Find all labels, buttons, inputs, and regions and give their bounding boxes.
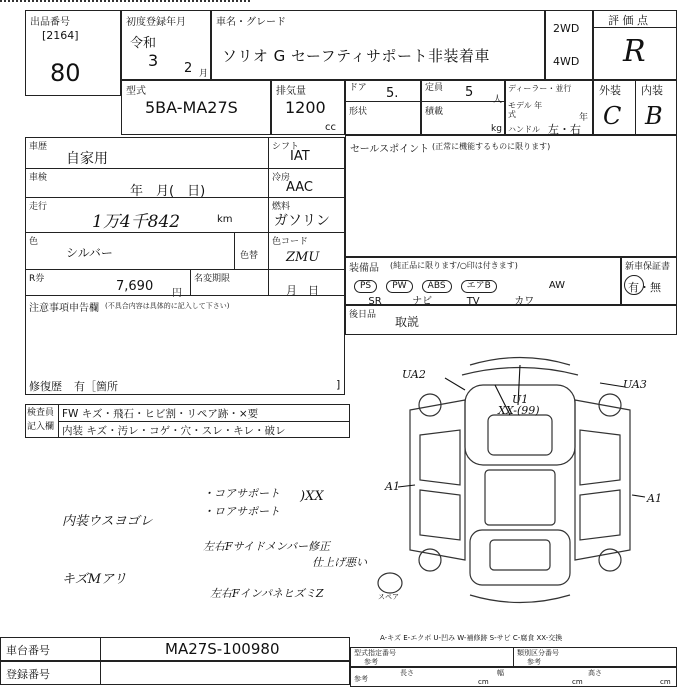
notes-label: 注意事項申告欄 [29, 303, 99, 314]
top-noise [0, 0, 250, 7]
inspector-hline [58, 421, 350, 422]
lot-number: 80 [50, 59, 81, 87]
shift-label: シフト [272, 142, 300, 152]
load-label: 積載 [425, 107, 444, 117]
equip-abs: ABS [422, 280, 452, 293]
marker-ua3: UA3 [623, 378, 647, 391]
warranty-circle [624, 275, 644, 295]
year: 3 [148, 51, 159, 70]
model-name: ソリオ G セーフティサポート非装着車 [222, 47, 490, 65]
type-designation-ref: 参考 [364, 658, 378, 666]
capacity-unit: 人 [493, 95, 503, 105]
ext-grade: C [603, 102, 622, 130]
length-unit: cm [478, 678, 489, 686]
manual-value: 取説 [395, 315, 420, 329]
mileage-value: 1万4千842 [92, 212, 181, 232]
manual-label: 後日品 [349, 310, 377, 320]
height-label: 高さ [588, 669, 602, 677]
load-unit: kg [491, 124, 502, 134]
recolor-vline [234, 232, 235, 269]
color-value: シルバー [66, 246, 113, 260]
model-year-label: モデル 年式 [508, 101, 543, 119]
sales-point-label: セールスポイント [350, 144, 430, 155]
reg-box [0, 661, 350, 685]
row-line-4 [25, 269, 345, 270]
type-designation-label: 型式指定番号 [354, 649, 396, 657]
note-instrument: 左右FインパネヒズミZ [210, 587, 324, 600]
ext-label: 外装 [599, 84, 621, 97]
int-grade: B [645, 102, 663, 130]
recycle-value: 7,690 [116, 279, 154, 294]
row-line-1 [25, 168, 345, 169]
lot-label: 出品番号 [30, 17, 70, 28]
equip-pw: PW [386, 280, 412, 293]
length-label: 長さ [400, 669, 414, 677]
equip-ps: PS [354, 280, 377, 293]
type-value: 5BA-MA27S [145, 98, 238, 117]
inspector-label: 検査員 記入欄 [27, 408, 55, 432]
spare-label: スペア [378, 593, 399, 601]
expiry-label: 名変期限 [194, 274, 231, 284]
equip-navi: ナビ [412, 296, 433, 307]
expiry-vline [190, 269, 191, 295]
marker-a1-right: A1 [647, 492, 662, 505]
marker-a1-left: A1 [385, 480, 400, 493]
score-value: R [623, 34, 646, 69]
recycle-label: R券 [29, 274, 45, 284]
recycle-unit: 円 [172, 288, 182, 299]
disp-label: 排気量 [276, 86, 306, 97]
width-unit: cm [572, 678, 583, 686]
expiry-value: 月 日 [286, 284, 319, 297]
equipment-label: 装備品 [349, 263, 379, 274]
note-xx: )XX [300, 489, 324, 504]
note-core-support: ・コアサポート [203, 487, 280, 500]
ac-value: AAC [286, 180, 313, 195]
row-line-3 [25, 232, 345, 233]
warranty-value: 有・無 [628, 281, 661, 294]
fuel-label: 燃料 [272, 202, 291, 212]
note-side-member: 左右Fサイドメンバー修正 [203, 540, 330, 553]
size-ref: 参考 [354, 675, 368, 683]
int-label: 内装 [641, 84, 663, 97]
height-unit: cm [660, 678, 671, 686]
equip-leather: カワ [514, 296, 535, 307]
lot-code: [2164] [42, 29, 79, 42]
type-label: 型式 [126, 86, 146, 97]
repair-close: ] [336, 378, 341, 391]
model-year-unit: 年 [579, 113, 589, 123]
equip-tv: TV [466, 296, 480, 307]
inspection-value: 年 月( 日) [130, 184, 206, 199]
damage-legend: A-キズ E-エクボ U-凹み W-補修跡 S-サビ C-腐食 XX-交換 [380, 634, 563, 642]
equip-aw: AW [548, 280, 566, 291]
grade-vline [635, 80, 636, 135]
doors-label: ドア [349, 83, 367, 93]
doors-value: 5. [386, 86, 399, 101]
dealer-label: ディーラー・並行 [508, 84, 572, 93]
handle-label: ハンドル [508, 125, 540, 134]
width-label: 幅 [497, 669, 504, 677]
first-reg-label: 初度登録年月 [126, 17, 186, 28]
capacity-label: 定員 [425, 83, 444, 93]
marker-ua2: UA2 [402, 368, 426, 381]
drive-box [545, 10, 593, 80]
repair-value: 有［箇所 [74, 380, 118, 393]
sales-point-sub: (正常に機能するものに限ります) [432, 142, 551, 151]
marker-u1: U1 [512, 393, 529, 406]
equip-airbag: エアB [461, 280, 497, 293]
drive-2wd: 2WD [553, 22, 580, 35]
class-code-label: 類別区分番号 [517, 649, 559, 657]
recolor-label: 色替 [240, 251, 259, 261]
shift-value: IAT [290, 149, 310, 164]
history-label: 車歴 [29, 142, 48, 152]
note-scratch: キズMアリ [62, 572, 127, 587]
color-code-value: ZMU [286, 250, 320, 265]
note-finish: 仕上げ悪い [312, 556, 367, 569]
model-label: 車名・グレード [216, 17, 286, 28]
chassis-label: 車台番号 [6, 644, 50, 657]
handle-value: 左・右 [548, 123, 581, 136]
month-unit: 月 [199, 69, 209, 79]
class-code-ref: 参考 [527, 658, 541, 666]
disp-unit: cc [325, 122, 336, 133]
era: 令和 [130, 36, 157, 51]
note-lower-support: ・ロアサポート [203, 505, 280, 518]
color-code-label: 色コード [272, 237, 309, 247]
score-label: 評 価 点 [608, 14, 648, 27]
row-line-2 [25, 197, 345, 198]
capacity-value: 5 [465, 85, 474, 100]
shape-label: 形状 [349, 107, 368, 117]
equip-sr: SR [368, 296, 382, 307]
fuel-value: ガソリン [274, 213, 330, 229]
month: 2 [184, 61, 193, 76]
equipment-sub: (純正品に限ります/○印は付きます) [390, 261, 518, 270]
score-divider [593, 27, 677, 28]
note-interior: 内装ウスヨゴレ [62, 514, 153, 529]
notes-sub: (不具合内容は具体的に記入して下さい) [105, 302, 230, 310]
designation-vline [513, 647, 514, 667]
repair-label: 修復歴 [29, 380, 62, 393]
marker-xx99: XX-(99) [498, 404, 540, 417]
disp-value: 1200 [285, 98, 326, 117]
inspection-label: 車検 [29, 173, 48, 183]
reg-label: 登録番号 [6, 668, 50, 681]
inspector-row1: FW キズ・飛石・ヒビ割・リペア跡・×要 [62, 408, 259, 420]
mileage-unit: km [217, 214, 233, 225]
history-value: 自家用 [66, 151, 108, 167]
color-label: 色 [29, 237, 39, 247]
row-line-5 [25, 295, 345, 296]
drive-4wd: 4WD [553, 55, 580, 68]
mileage-label: 走行 [29, 202, 48, 212]
warranty-label: 新車保証書 [625, 262, 671, 272]
chassis-value: MA27S-100980 [165, 640, 280, 658]
ac-label: 冷房 [272, 173, 291, 183]
details-vline [268, 137, 269, 295]
inspector-row2: 内装 キズ・汚レ・コゲ・穴・スレ・キレ・破レ [62, 425, 286, 437]
details-box [25, 137, 345, 395]
